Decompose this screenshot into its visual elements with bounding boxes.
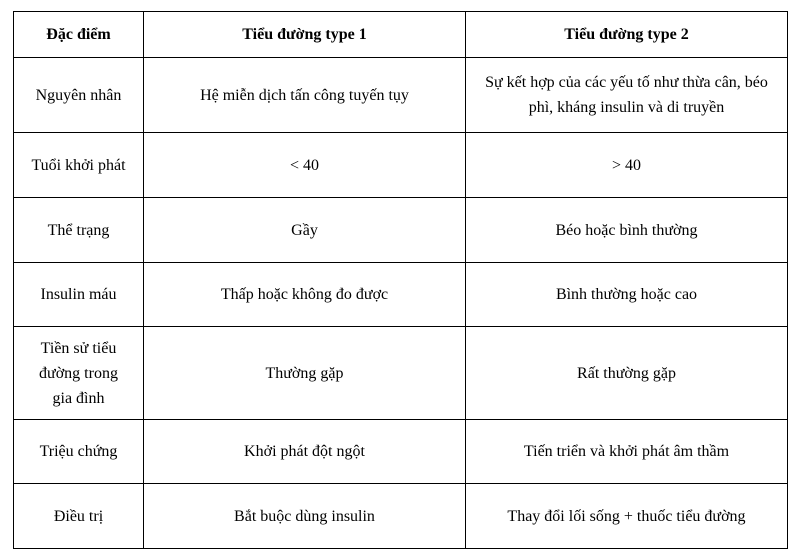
row-type1-symptoms: Khởi phát đột ngột bbox=[144, 420, 466, 484]
table-row bbox=[14, 327, 788, 420]
row-feature-body-type: Thể trạng bbox=[14, 198, 144, 263]
row-feature-family-history: Tiền sử tiểu đường trong gia đình bbox=[14, 327, 144, 420]
row-type2-cause: Sự kết hợp của các yếu tố như thừa cân, béo phì, kháng insulin và di truyền bbox=[466, 58, 788, 133]
row-feature-cause: Nguyên nhân bbox=[14, 58, 144, 133]
row-feature-onset-age: Tuổi khởi phát bbox=[14, 133, 144, 198]
row-type2-blood-insulin: Bình thường hoặc cao bbox=[466, 263, 788, 327]
row-type2-symptoms: Tiến triển và khởi phát âm thầm bbox=[466, 420, 788, 484]
row-feature-blood-insulin: Insulin máu bbox=[14, 263, 144, 327]
header-type2: Tiểu đường type 2 bbox=[466, 12, 788, 58]
row-type1-family-history: Thường gặp bbox=[144, 327, 466, 420]
row-feature-symptoms: Triệu chứng bbox=[14, 420, 144, 484]
row-type2-treatment: Thay đổi lối sống + thuốc tiểu đường bbox=[466, 484, 788, 549]
row-type2-onset-age: > 40 bbox=[466, 133, 788, 198]
header-type1: Tiểu đường type 1 bbox=[144, 12, 466, 58]
table-row bbox=[14, 484, 788, 549]
table-row bbox=[14, 58, 788, 133]
row-type1-cause: Hệ miễn dịch tấn công tuyến tụy bbox=[144, 58, 466, 133]
row-type1-blood-insulin: Thấp hoặc không đo được bbox=[144, 263, 466, 327]
table-row bbox=[14, 420, 788, 484]
table-header-row bbox=[14, 12, 788, 58]
row-feature-treatment: Điều trị bbox=[14, 484, 144, 549]
row-type1-onset-age: < 40 bbox=[144, 133, 466, 198]
header-feature: Đặc điểm bbox=[14, 12, 144, 58]
row-type1-treatment: Bắt buộc dùng insulin bbox=[144, 484, 466, 549]
row-type2-family-history: Rất thường gặp bbox=[466, 327, 788, 420]
row-type1-body-type: Gầy bbox=[144, 198, 466, 263]
row-type2-body-type: Béo hoặc bình thường bbox=[466, 198, 788, 263]
table-row bbox=[14, 198, 788, 263]
comparison-table bbox=[13, 11, 788, 549]
table-row bbox=[14, 263, 788, 327]
table-row bbox=[14, 133, 788, 198]
